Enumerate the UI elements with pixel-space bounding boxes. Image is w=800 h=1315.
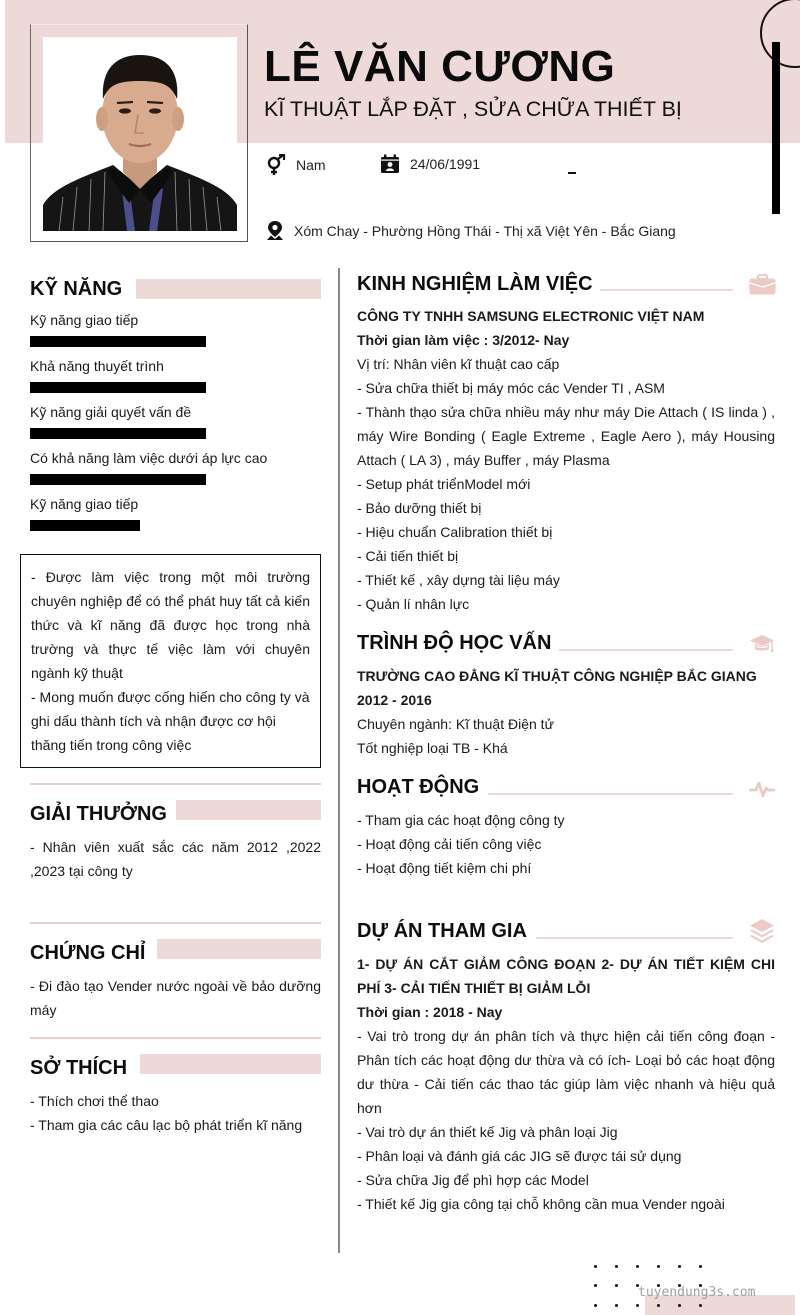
- activity-item: - Tham gia các hoạt động công ty: [357, 812, 565, 828]
- duty-item: - Quản lí nhân lực: [357, 596, 470, 612]
- calendar-user-icon: [380, 154, 400, 174]
- certificates-text: - Đi đào tạo Vender nước ngoài về bảo dưỡng máy: [30, 978, 321, 1018]
- certificates-title: CHỨNG CHỈ: [30, 942, 146, 964]
- hobbies-title-accent: [140, 1054, 321, 1074]
- skill-bar: [30, 382, 206, 393]
- project-item: - Thiết kế Jig gia công tại chỗ không cần mua Vender ngoài: [357, 1196, 725, 1212]
- section-divider: [30, 783, 321, 785]
- gender-value: Nam: [296, 157, 326, 173]
- candidate-name: LÊ VĂN CƯƠNG: [264, 42, 616, 91]
- graduation-cap-icon: [749, 634, 775, 654]
- projects-title-line: [536, 937, 733, 939]
- awards-title: GIẢI THƯỞNG: [30, 803, 167, 825]
- awards-text: - Nhân viên xuất sắc các năm 2012 ,2022 ,2023 tại công ty: [30, 839, 321, 879]
- portrait-illustration: [43, 37, 237, 231]
- job-title: KĨ THUẬT LẮP ĐẶT , SỬA CHỮA THIẾT BỊ: [264, 97, 682, 121]
- decorative-bar: [772, 42, 780, 214]
- objective-line: - Mong muốn được cống hiến cho công ty và ghi dấu thành tích và nhận được cơ hội thăng tiến trong công việc: [31, 689, 310, 753]
- map-pin-icon: [266, 220, 284, 242]
- profile-photo: [43, 37, 237, 231]
- certificates-title-accent: [157, 939, 321, 959]
- education-title: TRÌNH ĐỘ HỌC VẤN: [357, 632, 552, 654]
- duty-item: - Hiệu chuẩn Calibration thiết bị: [357, 524, 553, 540]
- skill-label: Kỹ năng giải quyết vấn đề: [30, 404, 192, 420]
- project-duties: [357, 1024, 775, 1216]
- column-divider: [338, 268, 340, 1253]
- experience-duties: [357, 376, 775, 616]
- project-item: - Vai trò trong dự án phân tích và thực hiện cải tiến công đoạn - Phân tích các hoạt động dư thừa và có ích- Loại bỏ các hoạt động dư thừa - Cải tiến các thao tác giúp làm việc nhanh và hiệu quả hơn: [357, 1028, 775, 1116]
- gender-icon: [266, 154, 286, 176]
- project-item: - Phân loại và đánh giá các JIG sẽ được tái sử dụng: [357, 1148, 682, 1164]
- activities-list: [357, 808, 775, 880]
- section-divider: [30, 1037, 321, 1039]
- duty-item: - Thành thạo sửa chữa nhiều máy như máy Die Attach ( IS linda ) , máy Wire Bonding ( Eagle Extreme , Eagle Aero ), máy Housing Attach ( LA 3) , máy Buffer , máy Plasma: [357, 404, 775, 468]
- stray-mark: [568, 172, 576, 174]
- skill-bar: [30, 428, 206, 439]
- skills-title: KỸ NĂNG: [30, 278, 123, 300]
- duty-item: - Bảo dưỡng thiết bị: [357, 500, 482, 516]
- photo-frame: [30, 24, 248, 242]
- skill-label: Kỹ năng giao tiếp: [30, 496, 139, 512]
- project-item: - Vai trò dự án thiết kế Jig và phân loại Jig: [357, 1124, 618, 1140]
- career-objective: [20, 554, 321, 768]
- skill-bar: [30, 336, 206, 347]
- objective-line: - Được làm việc trong một môi trường chuyên nghiệp để có thể phát huy tất cả kiến thức và kĩ năng đã được học trong nhà trường và thực tế việc làm với chuyên ngành kỹ thuật: [31, 569, 310, 681]
- project-name: 1- DỰ ÁN CẮT GIẢM CÔNG ĐOẠN 2- DỰ ÁN TIẾT KIỆM CHI PHÍ 3- CẢI TIẾN THIẾT BỊ GIẢM LỖI: [357, 956, 775, 996]
- skill-label: Kỹ năng giao tiếp: [30, 312, 139, 328]
- activity-item: - Hoạt động tiết kiệm chi phí: [357, 860, 532, 876]
- project-period: Thời gian : 2018 - Nay: [357, 1004, 503, 1020]
- section-divider: [30, 922, 321, 924]
- education-grade: Tốt nghiệp loại TB - Khá: [357, 740, 508, 756]
- address-value: Xóm Chay - Phường Hồng Thái - Thị xã Việt Yên - Bắc Giang: [294, 223, 676, 239]
- education-title-line: [559, 649, 733, 651]
- address-row: [266, 220, 676, 242]
- skill-label: Có khả năng làm việc dưới áp lực cao: [30, 450, 268, 466]
- briefcase-icon: [749, 274, 776, 295]
- hobby-item: - Tham gia các câu lạc bộ phát triển kĩ năng: [30, 1117, 303, 1133]
- hobbies-list: [30, 1089, 321, 1137]
- experience-position: Vị trí: Nhân viên kĩ thuật cao cấp: [357, 356, 560, 372]
- hobby-item: - Thích chơi thể thao: [30, 1093, 159, 1109]
- education-major: Chuyên ngành: Kĩ thuật Điện tử: [357, 716, 554, 732]
- birthday-row: [380, 154, 480, 174]
- skills-title-accent: [136, 279, 321, 299]
- hobbies-title: SỞ THÍCH: [30, 1057, 128, 1079]
- duty-item: - Sửa chữa thiết bị máy móc các Vender TI , ASM: [357, 380, 665, 396]
- duty-item: - Setup phát triểnModel mới: [357, 476, 531, 492]
- experience-period: Thời gian làm việc : 3/2012- Nay: [357, 332, 570, 348]
- experience-title-line: [600, 289, 733, 291]
- watermark: tuyendung3s.com: [638, 1285, 756, 1300]
- skill-bar: [30, 520, 140, 531]
- duty-item: - Cải tiến thiết bị: [357, 548, 459, 564]
- birthday-value: 24/06/1991: [410, 156, 481, 172]
- activity-item: - Hoạt động cải tiến công việc: [357, 836, 542, 852]
- activities-title: HOẠT ĐỘNG: [357, 776, 480, 798]
- duty-item: - Thiết kế , xây dựng tài liệu máy: [357, 572, 560, 588]
- gender-row: [266, 154, 326, 176]
- layers-icon: [749, 918, 775, 944]
- education-period: 2012 - 2016: [357, 692, 432, 708]
- experience-company: CÔNG TY TNHH SAMSUNG ELECTRONIC VIỆT NAM: [357, 308, 705, 324]
- projects-title: DỰ ÁN THAM GIA: [357, 920, 527, 942]
- activities-title-line: [488, 793, 733, 795]
- project-item: - Sửa chữa Jig để phì hợp các Model: [357, 1172, 589, 1188]
- awards-title-accent: [176, 800, 321, 820]
- heartbeat-icon: [749, 779, 775, 799]
- skill-bar: [30, 474, 206, 485]
- experience-title: KINH NGHIỆM LÀM VIỆC: [357, 273, 593, 295]
- skill-label: Khả năng thuyết trình: [30, 358, 164, 374]
- education-school: TRƯỜNG CAO ĐẲNG KĨ THUẬT CÔNG NGHIỆP BẮC GIANG: [357, 668, 757, 684]
